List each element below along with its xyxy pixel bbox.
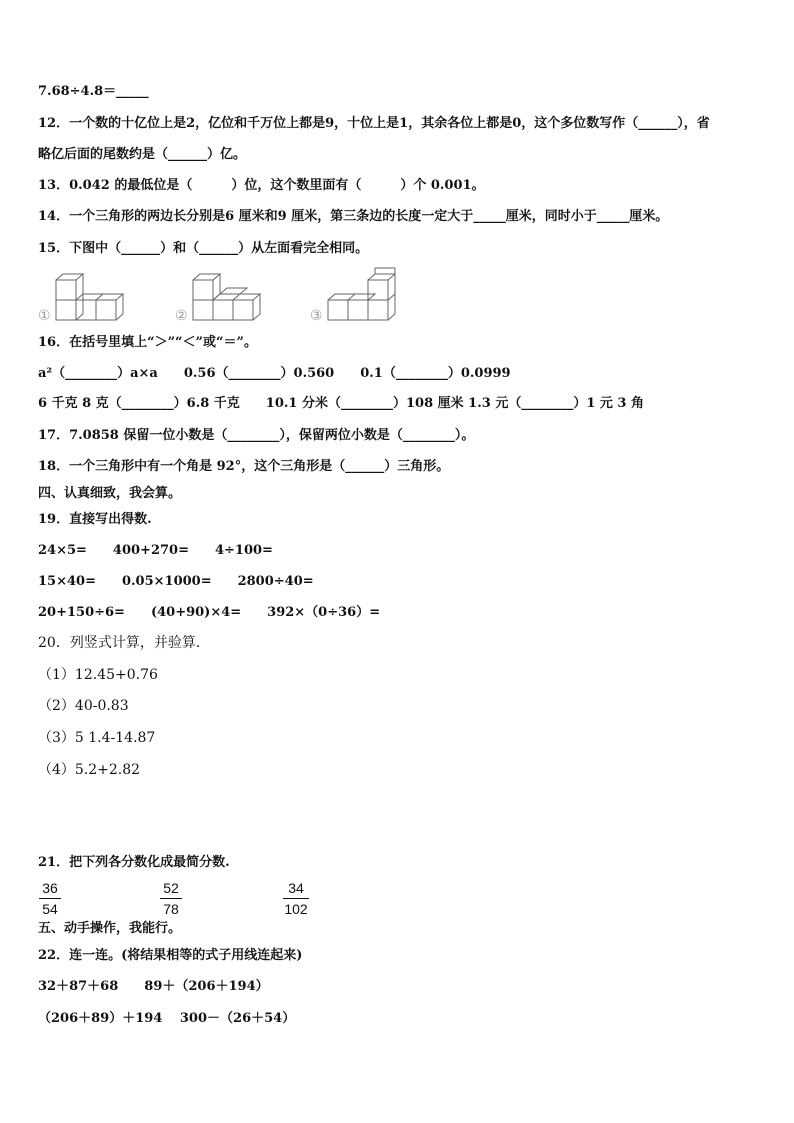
fraction-2-denominator: 78 — [163, 901, 179, 917]
question-20: 20．列竖式计算，并验算． — [38, 635, 210, 651]
question-19-row-3: 20+150÷6= (40+90)×4= 392×（0÷36）= — [38, 605, 381, 620]
fraction-3-denominator: 102 — [284, 901, 308, 917]
question-15: 15．下图中（______）和（______）从左面看完全相同。 — [38, 241, 369, 256]
question-21: 21．把下列各分数化成最简分数. — [38, 855, 230, 870]
fraction-bar — [160, 898, 182, 899]
question-22: 22．连一连。(将结果相等的式子用线连起来) — [38, 948, 303, 963]
question-12-line-2: 略亿后面的尾数约是（______）亿。 — [38, 147, 247, 162]
fraction-2 — [160, 880, 182, 918]
fraction-bar — [39, 898, 61, 899]
fraction-1 — [39, 880, 61, 918]
cube-figure-1 — [38, 270, 134, 322]
question-20-item-3: （3）5 1.4-14.87 — [38, 730, 156, 746]
line-7-68-divided: 7.68÷4.8＝_____ — [38, 84, 149, 99]
question-19-row-2: 15×40= 0.05×1000= 2800÷40= — [38, 574, 314, 589]
section-5-heading: 五、动手操作，我能行。 — [38, 921, 182, 936]
question-13: 13．0.042 的最低位是（ ）位，这个数里面有（ ）个 0.001。 — [38, 178, 485, 193]
question-20-item-2: （2）40-0.83 — [38, 698, 129, 714]
question-16-row-1: a²（________）a×a 0.56（________）0.560 0.1（________）0.0999 — [38, 366, 511, 381]
cube-figure-2 — [175, 270, 271, 322]
section-4-heading: 四、认真细致，我会算。 — [38, 486, 182, 501]
question-16: 16．在括号里填上“＞”“＜”或“＝”。 — [38, 335, 257, 350]
question-14: 14．一个三角形的两边长分别是6 厘米和9 厘米，第三条边的长度一定大于_____厘米，同时小于_____厘米。 — [38, 209, 669, 224]
fraction-bar — [283, 898, 309, 899]
figure-label-2: ② — [175, 308, 188, 322]
question-17: 17．7.0858 保留一位小数是（________），保留两位小数是（________）。 — [38, 428, 475, 443]
question-20-item-1: （1）12.45+0.76 — [38, 667, 158, 683]
figure-label-3: ③ — [310, 308, 323, 322]
question-16-row-2: 6 千克 8 克（________）6.8 千克 10.1 分米（________）108 厘米 1.3 元（________）1 元 3 角 — [38, 396, 644, 411]
fraction-2-numerator: 52 — [163, 880, 179, 896]
question-19-row-1: 24×5= 400+270= 4÷100= — [38, 543, 273, 558]
question-20-item-4: （4）5.2+2.82 — [38, 762, 141, 778]
question-12-line-1: 12．一个数的十亿位上是2，亿位和千万位上都是9，十位上是1，其余各位上都是0，这个多位数写作（______），省 — [38, 116, 710, 131]
figure-label-1: ① — [38, 308, 51, 322]
question-18: 18．一个三角形中有一个角是 92°，这个三角形是（______）三角形。 — [38, 459, 450, 474]
cube-figure-3 — [310, 264, 406, 322]
question-22-row-1: 32＋87＋68 89＋（206＋194） — [38, 979, 269, 994]
question-19: 19．直接写出得数. — [38, 512, 152, 527]
fraction-1-denominator: 54 — [42, 901, 58, 917]
fraction-3-numerator: 34 — [288, 880, 304, 896]
fraction-3 — [283, 880, 309, 918]
question-22-row-2: （206＋89）＋194 300－（26＋54） — [38, 1011, 296, 1026]
fraction-1-numerator: 36 — [42, 880, 58, 896]
